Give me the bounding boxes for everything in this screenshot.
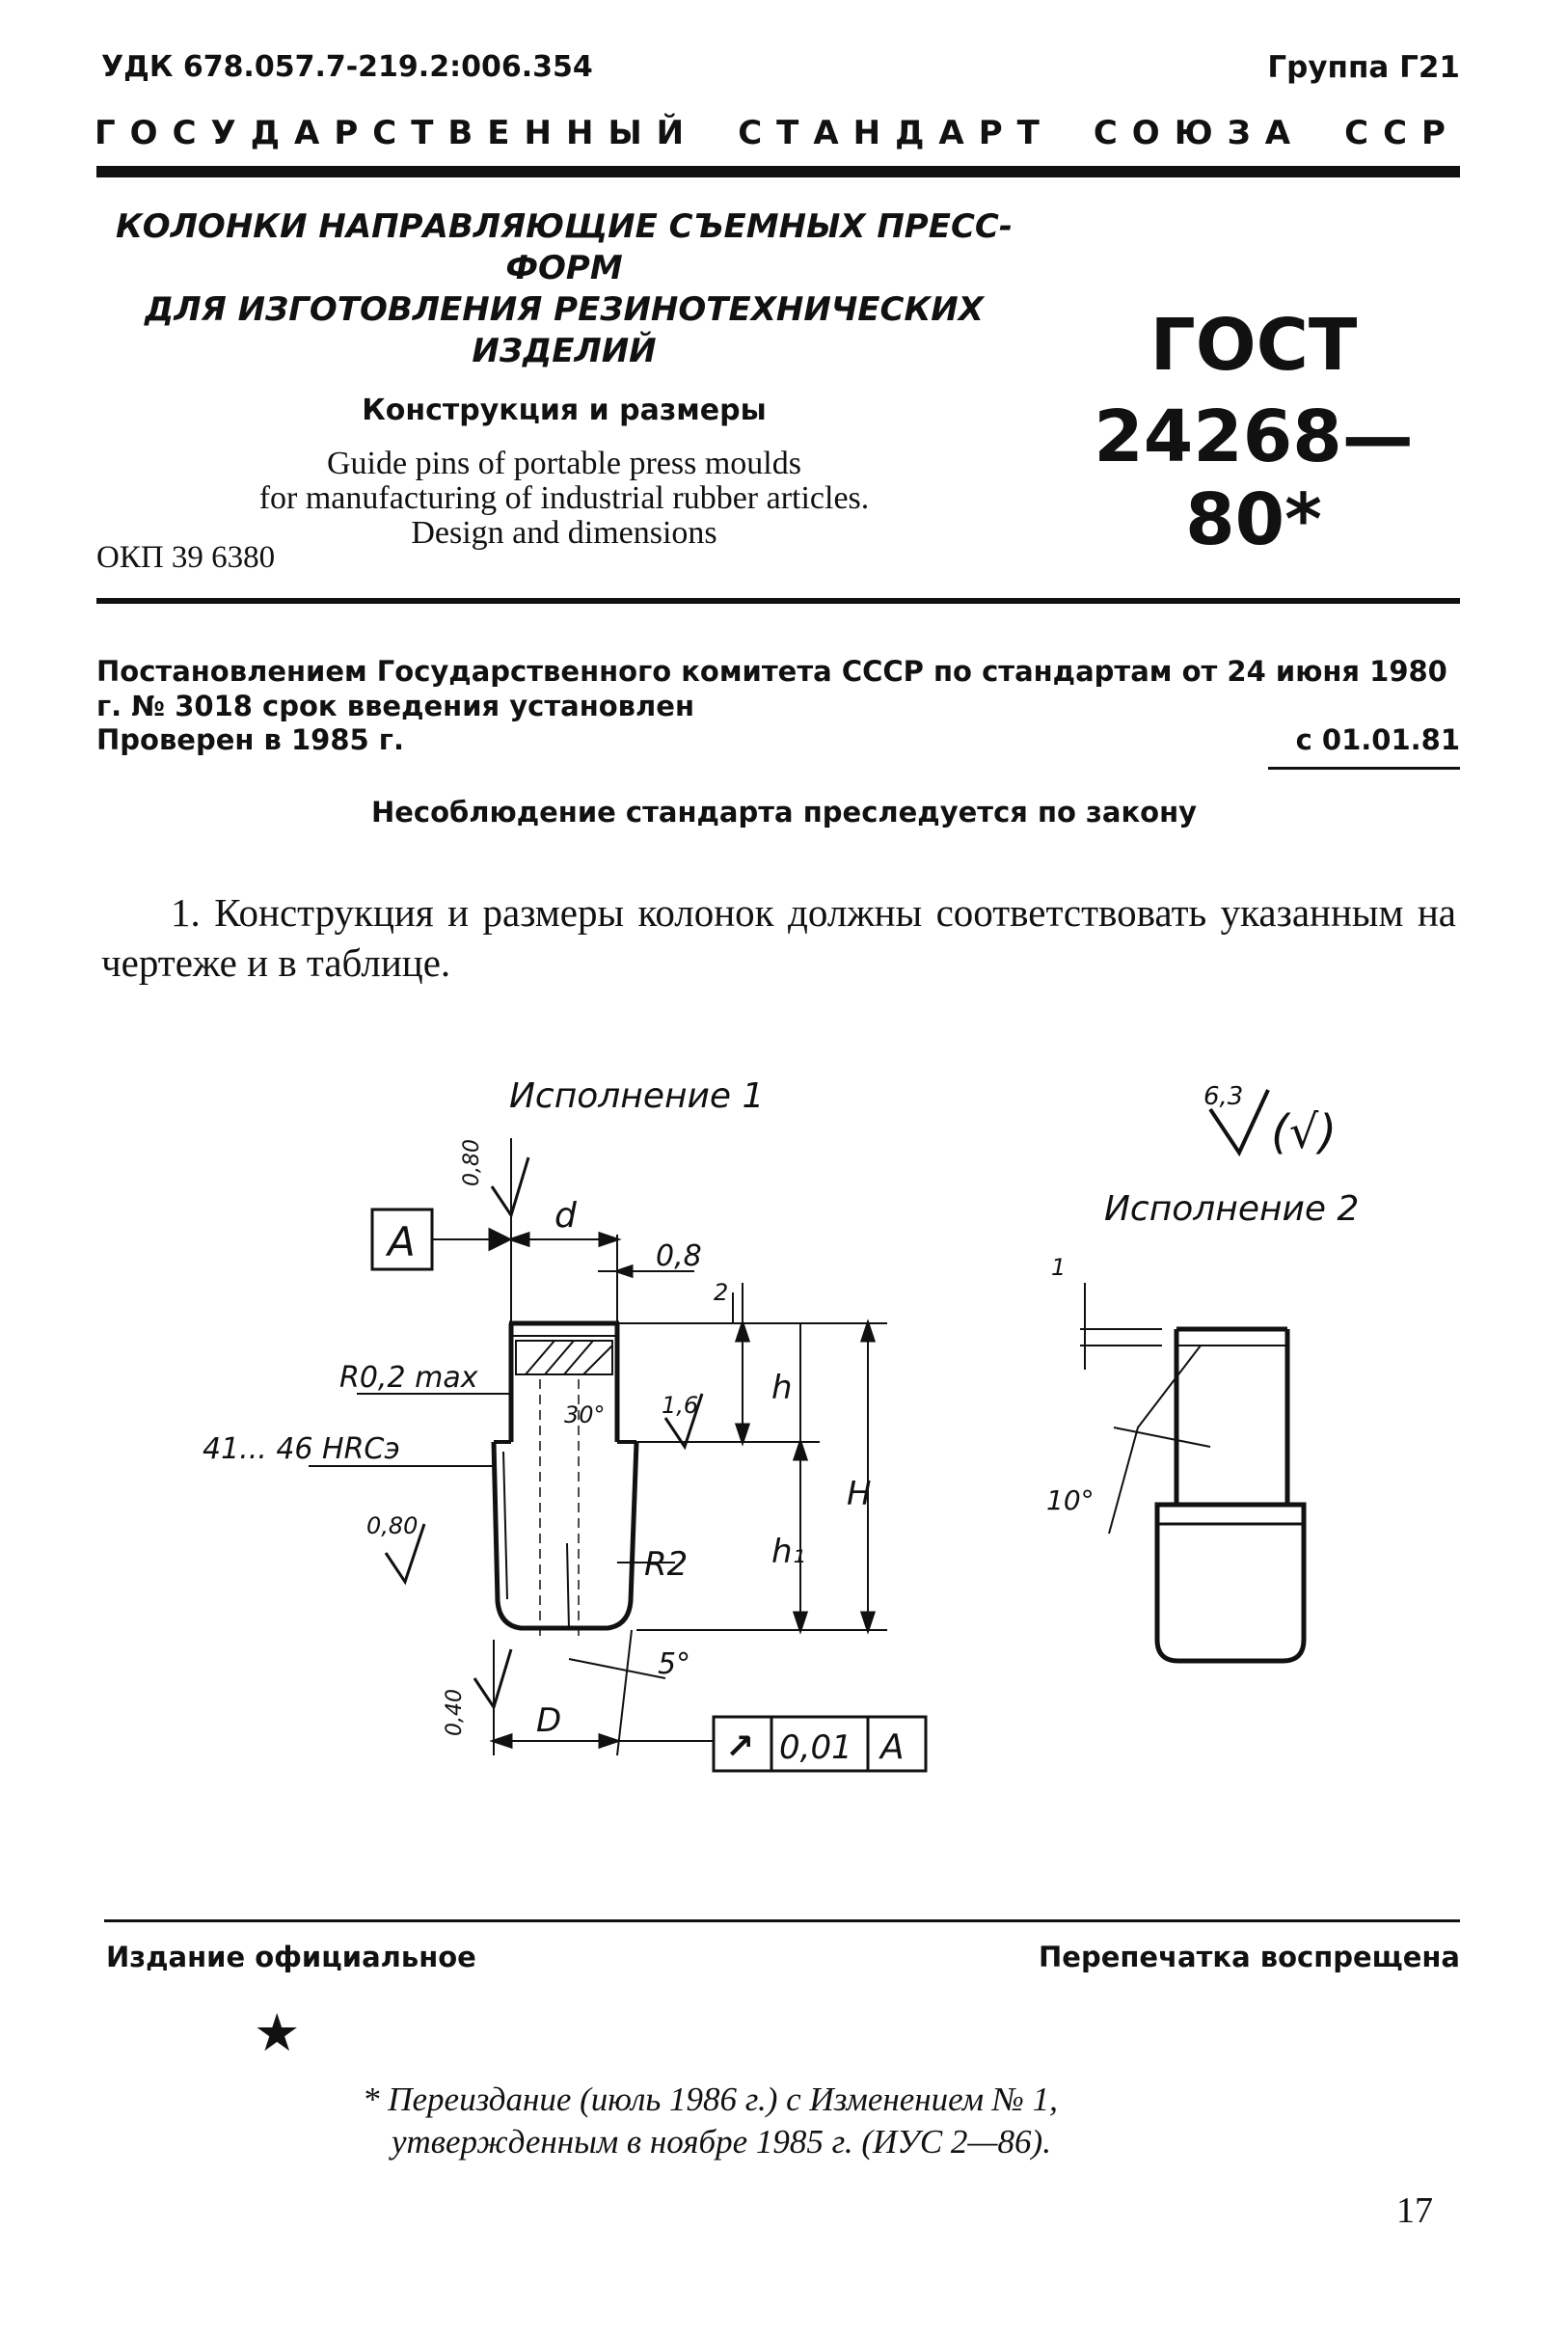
pin-lower-inner xyxy=(567,1543,569,1630)
page-number: 17 xyxy=(1396,2190,1433,2231)
subtitle-ru: Конструкция и размеры xyxy=(362,394,767,427)
footer-rule xyxy=(104,1919,1460,1922)
pin-lower-inner-left xyxy=(503,1452,507,1599)
v2-ext-lines xyxy=(1080,1329,1162,1346)
tolerance-datum: A xyxy=(880,1727,905,1767)
roughness-16: 1,6 xyxy=(662,1392,699,1419)
pin-hatch-lines xyxy=(526,1341,612,1374)
title-en-line: for manufacturing of industrial rubber articles. xyxy=(258,480,870,516)
roughness-080-side: 0,80 xyxy=(366,1512,419,1539)
roughness-040: 0,40 xyxy=(443,1689,467,1736)
angle-30-label: 30° xyxy=(564,1401,606,1428)
title-ru-line: ДЛЯ ИЗГОТОВЛЕНИЯ РЕЗИНОТЕХНИЧЕСКИХ xyxy=(145,290,984,329)
roughness-paren: (√) xyxy=(1271,1105,1338,1159)
title-en-line: Design and dimensions xyxy=(411,515,717,551)
state-standard-word: ССР xyxy=(1344,114,1460,152)
v2-angle-arc xyxy=(1114,1427,1210,1447)
dim-d-label: d xyxy=(554,1196,577,1236)
legal-warning: Несоблюдение стандарта преследуется по закону xyxy=(370,796,1198,829)
roughness-general: 6,3 xyxy=(1203,1082,1244,1111)
angle-5-label: 5° xyxy=(658,1647,691,1681)
state-standard-word: СОЮЗА xyxy=(1093,114,1306,152)
radius-max-label: R0,2 max xyxy=(339,1361,478,1395)
clause-1: 1. Конструкция и размеры колонок должны соответствовать указанным на чертеже и в таблице. xyxy=(101,890,1456,985)
dim-D-label: D xyxy=(536,1701,562,1740)
version-2-label: Исполнение 2 xyxy=(1104,1189,1360,1229)
title-ru-line: ИЗДЕЛИЙ xyxy=(472,332,657,370)
star-icon: ★ xyxy=(254,2002,301,2063)
footnote-line: * Переиздание (июль 1986 г.) с Изменением № 1, xyxy=(363,2080,1058,2118)
tolerance-symbol: ↗ xyxy=(725,1727,755,1767)
pin-lower-body xyxy=(494,1442,636,1628)
dim-08-label: 0,8 xyxy=(656,1239,702,1273)
angle-10-label: 10° xyxy=(1046,1484,1095,1516)
gost-label: ГОСТ xyxy=(1149,304,1358,387)
footnote xyxy=(363,2079,1058,2163)
tolerance-value: 0,01 xyxy=(779,1728,852,1767)
footnote-line: утвержденным в ноябре 1985 г. (ИУС 2—86). xyxy=(392,2123,1051,2161)
ext-right-bottom xyxy=(617,1630,632,1755)
title-en-line: Guide pins of portable press moulds xyxy=(327,446,801,481)
decree-text: Постановлением Государственного комитета СССР по стандартам от 24 июня 1980 г. № 3018 срок введения установлен xyxy=(96,655,1447,722)
introduction-date: с 01.01.81 xyxy=(1295,723,1460,756)
okp-code: ОКП 39 6380 xyxy=(96,540,276,575)
version-1-label: Исполнение 1 xyxy=(509,1076,765,1116)
group-code: Группа Г21 xyxy=(1267,50,1460,85)
arrow xyxy=(511,1234,528,1245)
state-standard-word: ГОСУДАРСТВЕННЫЙ xyxy=(95,114,699,152)
dim-1-label: 1 xyxy=(1051,1254,1067,1281)
hardness-label: 41... 46 HRCэ xyxy=(203,1432,400,1466)
roughness-080-top: 0,80 xyxy=(460,1139,484,1186)
angle-5-leader xyxy=(569,1659,665,1678)
reprint-notice: Перепечатка воспрещена xyxy=(1039,1941,1460,1973)
udk-code: УДК 678.057.7-219.2:006.354 xyxy=(101,50,593,84)
checked-year: Проверен в 1985 г. xyxy=(96,723,404,756)
dim-H-label: H xyxy=(847,1475,872,1513)
state-standard-word: СТАНДАРТ xyxy=(738,114,1054,152)
radius-2-label: R2 xyxy=(644,1545,689,1584)
dim-h-label: h xyxy=(771,1369,793,1407)
datum-a-label: A xyxy=(388,1218,416,1265)
edition-label: Издание официальное xyxy=(106,1941,476,1973)
dim-2-label: 2 xyxy=(714,1279,729,1306)
title-ru-line: КОЛОНКИ НАПРАВЛЯЮЩИЕ СЪЕМНЫХ ПРЕСС-ФОРМ xyxy=(116,207,1013,287)
gost-number: 24268—80* xyxy=(1094,395,1414,561)
datum-triangle xyxy=(490,1230,509,1249)
arrow xyxy=(600,1234,617,1245)
dim-h1-label: h₁ xyxy=(771,1533,806,1571)
v2-lower-body xyxy=(1157,1505,1304,1661)
